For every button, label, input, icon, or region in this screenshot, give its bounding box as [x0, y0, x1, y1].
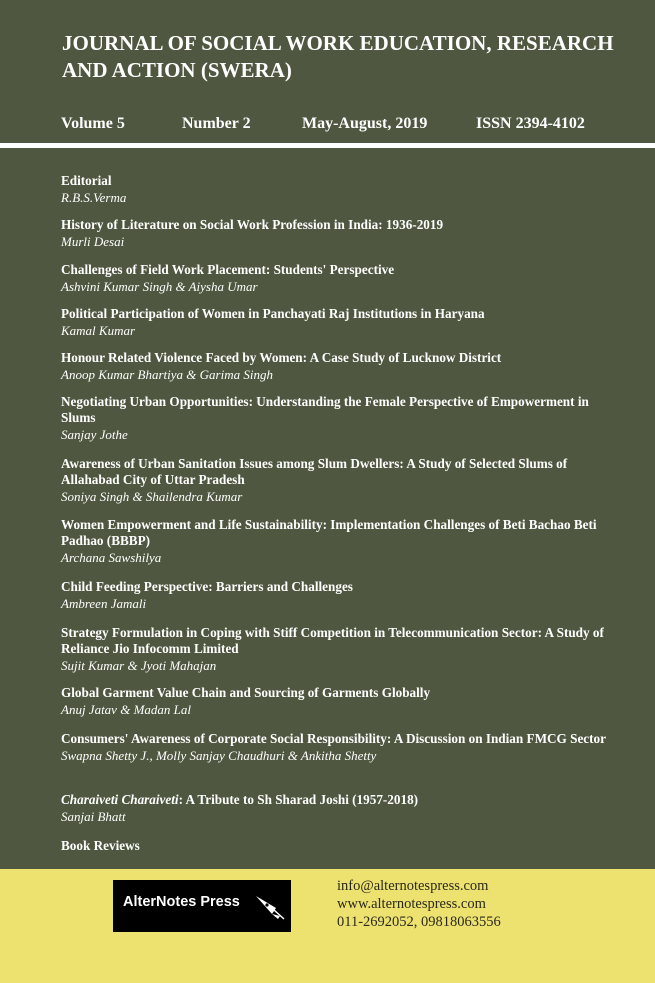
issue-info: [0, 115, 655, 135]
footer-band: [0, 869, 655, 983]
toc-entry: [61, 456, 621, 506]
article-title: Negotiating Urban Opportunities: Understanding the Female Perspective of Empowerment in Slums: [61, 394, 589, 425]
article-title: Awareness of Urban Sanitation Issues among Slum Dwellers: A Study of Selected Slums of Allahabad City of Uttar Pradesh: [61, 456, 568, 487]
publisher-contact: [337, 877, 501, 931]
issn: ISSN 2394-4102: [476, 115, 585, 132]
toc-entry: [61, 838, 621, 854]
article-title-rest: : A Tribute to Sh Sharad Joshi (1957-2018): [178, 792, 419, 807]
article-title: History of Literature on Social Work Profession in India: 1936-2019: [61, 217, 444, 232]
toc-entry: [61, 792, 621, 826]
article-title: Challenges of Field Work Placement: Students' Perspective: [61, 262, 395, 277]
publisher-logo: [113, 880, 291, 932]
divider: [0, 143, 655, 148]
article-author: Kamal Kumar: [61, 323, 136, 338]
toc-entry: [61, 579, 621, 613]
article-author: Anuj Jatav & Madan Lal: [61, 702, 191, 717]
article-author: Sanjai Bhatt: [61, 809, 126, 824]
toc-entry: [61, 306, 621, 340]
book-reviews: Book Reviews: [61, 838, 140, 853]
article-title: Global Garment Value Chain and Sourcing of Garments Globally: [61, 685, 431, 700]
publisher-website[interactable]: www.alternotespress.com: [337, 896, 486, 912]
publisher-email[interactable]: info@alternotespress.com: [337, 878, 489, 894]
volume: Volume 5: [61, 115, 125, 132]
publisher-phone: 011-2692052, 09818063556: [337, 914, 501, 930]
article-title: Women Empowerment and Life Sustainability: Implementation Challenges of Beti Bachao Beti Padhao (BBBP): [61, 517, 597, 548]
pen-nib-icon: [254, 894, 286, 920]
toc-entry: [61, 625, 621, 675]
toc-entry: [61, 685, 621, 719]
article-title: [61, 792, 621, 808]
article-title: Political Participation of Women in Panchayati Raj Institutions in Haryana: [61, 306, 485, 321]
toc-entry: [61, 350, 621, 384]
article-author: Soniya Singh & Shailendra Kumar: [61, 489, 243, 504]
toc-entry: [61, 394, 621, 444]
article-title: Consumers' Awareness of Corporate Social Responsibility: A Discussion on Indian FMCG Sector: [61, 731, 606, 746]
article-author: Ashvini Kumar Singh & Aiysha Umar: [61, 279, 258, 294]
issue-period: May-August, 2019: [302, 115, 428, 132]
article-author: Swapna Shetty J., Molly Sanjay Chaudhuri & Ankitha Shetty: [61, 748, 377, 763]
article-title-italic: Charaiveti Charaiveti: [61, 792, 179, 807]
article-author: Sanjay Jothe: [61, 427, 128, 442]
toc-entry: [61, 217, 621, 251]
toc-entry: [61, 517, 621, 567]
publisher-name: AlterNotes Press: [123, 894, 240, 910]
toc-entry: [61, 173, 621, 207]
toc-entry: [61, 731, 621, 765]
issue-number: Number 2: [182, 115, 251, 132]
article-author: Archana Sawshilya: [61, 550, 162, 565]
article-author: Anoop Kumar Bhartiya & Garima Singh: [61, 367, 273, 382]
article-title: Honour Related Violence Faced by Women: A Case Study of Lucknow District: [61, 350, 502, 365]
article-title: Strategy Formulation in Coping with Stiff Competition in Telecommunication Sector: A Study of Reliance Jio Infocomm Limited: [61, 625, 604, 656]
article-author: Ambreen Jamali: [61, 596, 147, 611]
article-author: Sujit Kumar & Jyoti Mahajan: [61, 658, 217, 673]
article-title: Child Feeding Perspective: Barriers and Challenges: [61, 579, 353, 594]
article-author: R.B.S.Verma: [61, 190, 127, 205]
article-title: Editorial: [61, 173, 112, 188]
article-author: Murli Desai: [61, 234, 125, 249]
journal-title: JOURNAL OF SOCIAL WORK EDUCATION, RESEARCH AND ACTION (SWERA): [62, 31, 614, 82]
toc-entry: [61, 262, 621, 296]
